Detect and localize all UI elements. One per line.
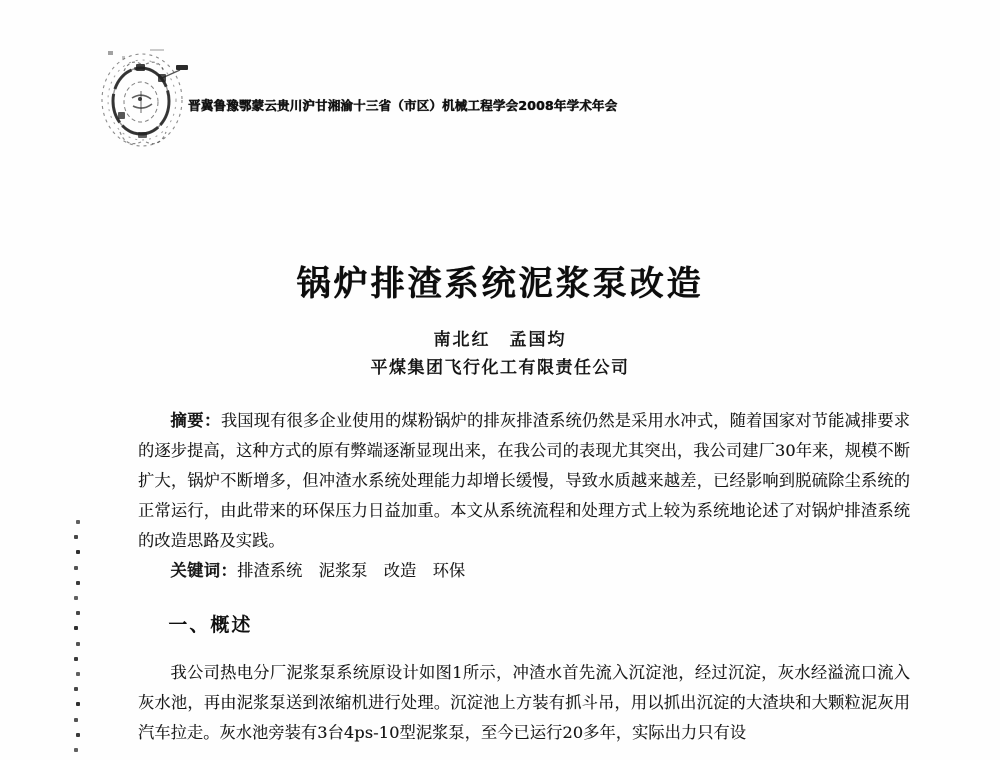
- binder-dot: [74, 626, 78, 630]
- binder-dot: [74, 748, 78, 752]
- section-body-paragraph: 我公司热电分厂泥浆泵系统原设计如图1所示，冲渣水首先流入沉淀池，经过沉淀，灰水经溢流口流入灰水池，再由泥浆泵送到浓缩机进行处理。沉淀池上方装有抓斗吊，用以抓出沉淀的大渣块和大颗粒泥灰用汽车拉走。灰水池旁装有3台4ps-10型泥浆泵，至今已运行20多年，实际出力只有设: [138, 663, 910, 742]
- binder-dot: [74, 535, 78, 539]
- section-heading-text: 一、概述: [168, 614, 253, 636]
- binder-dot: [74, 657, 78, 661]
- binder-dot: [76, 550, 80, 554]
- conference-header: [96, 44, 916, 164]
- binder-dot: [74, 687, 78, 691]
- binder-dot: [74, 718, 78, 722]
- abstract-text: 我国现有很多企业使用的煤粉锅炉的排灰排渣系统仍然是采用水冲式，随着国家对节能减排要求的逐步提高，这种方式的原有弊端逐渐显现出来，在我公司的表现尤其突出，我公司建厂30年来，规模不断扩大，锅炉不断增多，但冲渣水系统处理能力却增长缓慢，导致水质越来越差，已经影响到脱硫除尘系统的正常运行，由此带来的环保压力日益加重。本文从系统流程和处理方式上较为系统地论述了对锅炉排渣系统的改造思路及实践。: [138, 411, 910, 550]
- binder-dot: [76, 520, 80, 524]
- binder-dot: [76, 611, 80, 615]
- binder-dot: [76, 672, 80, 676]
- abstract-paragraph: [138, 406, 910, 556]
- keywords-label: 关键词：: [170, 561, 238, 580]
- scan-speckle: [122, 56, 125, 59]
- binder-dot: [76, 642, 80, 646]
- conference-title: 晋冀鲁豫鄂蒙云贵川沪甘湘渝十三省（市区）机械工程学会2008年学术年会: [188, 98, 618, 113]
- conference-emblem-icon: [96, 44, 192, 160]
- binder-dot: [74, 596, 78, 600]
- author-list: 南北红 孟国均: [433, 330, 567, 350]
- scan-speckle: [150, 49, 164, 51]
- section-heading-overview: [138, 610, 910, 637]
- author-affiliation: 平煤集团飞行化工有限责任公司: [370, 358, 630, 378]
- scan-speckle: [108, 51, 113, 55]
- binder-dot: [74, 566, 78, 570]
- binder-dot: [76, 702, 80, 706]
- keywords-line: [138, 556, 910, 586]
- keywords-terms: 排渣系统 泥浆泵 改造 环保: [237, 561, 466, 580]
- binder-dot-column: [74, 520, 84, 760]
- page-title: 锅炉排渣系统泥浆泵改造: [296, 264, 704, 304]
- binder-dot: [76, 733, 80, 737]
- abstract-label: 摘要：: [170, 411, 221, 430]
- binder-dot: [76, 581, 80, 585]
